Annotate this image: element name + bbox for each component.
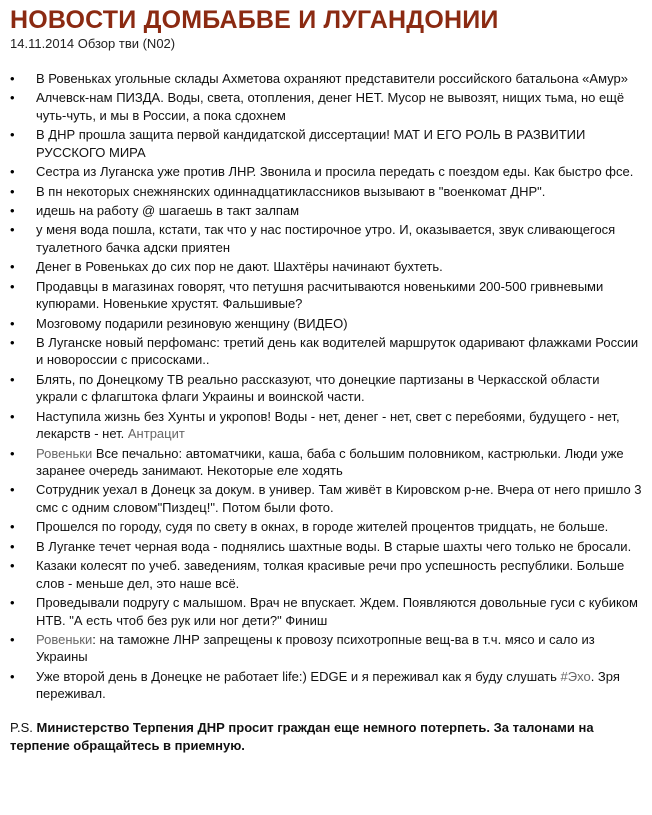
item-text: Проведывали подругу с малышом. Врач не впускает. Ждем. Появляются довольные гуси с кубиком НТВ. "А есть чтоб без рук или ног дети?" Финиш: [36, 595, 638, 628]
bullet-icon: •: [10, 315, 15, 331]
list-item: [10, 631, 642, 666]
list-item: [10, 371, 642, 406]
bullet-icon: •: [10, 371, 15, 387]
page-title: НОВОСТИ ДОМБАБВЕ И ЛУГАНДОНИИ: [10, 6, 499, 34]
item-text: Алчевск-нам ПИЗДА. Воды, света, отопления, денег НЕТ. Мусор не вывозят, нищих тьма, но ещё чуть-чуть, и мы в России, а пока сдохнем: [36, 90, 625, 123]
bullet-icon: •: [10, 631, 15, 647]
bullet-icon: •: [10, 183, 15, 199]
page-subtitle: 14.11.2014 Обзор тви (N02): [10, 36, 176, 51]
bullet-icon: •: [10, 222, 15, 238]
list-item: [10, 89, 642, 124]
item-text: Наступила жизнь без Хунты и укропов! Воды - нет, денег - нет, свет с перебоями, будущего - нет, лекарств - нет.: [36, 408, 620, 442]
list-item: [10, 163, 642, 181]
item-text: Казаки колесят по учеб. заведениям, толкая красивые речи про успешность республики. Больше слов - меньше дел, это наше всё.: [36, 558, 625, 591]
list-item: [10, 518, 642, 536]
item-text: Сестра из Луганска уже против ЛНР. Звонила и просила передать с поездом еды. Как быстро фсе.: [36, 164, 634, 180]
item-text: у меня вода пошла, кстати, так что у нас постирочное утро. И, оказывается, звук сливающегося туалетного бачка адски приятен: [36, 222, 616, 255]
bullet-icon: •: [10, 334, 15, 350]
item-text-tail: . Зря переживал.: [36, 668, 620, 702]
list-item: [10, 668, 642, 703]
item-text: Прошелся по городу, судя по свету в окнах, в городе жителей процентов тридцать, не больше.: [36, 519, 609, 535]
bullet-icon: •: [10, 278, 15, 294]
item-text: Сотрудник уехал в Донецк за докум. в универ. Там живёт в Кировском р-не. Вчера от него пришло 3 смс с одним словом"Пиздец!". Потом были фото.: [36, 482, 642, 515]
bullet-icon: •: [10, 202, 15, 218]
bullet-icon: •: [10, 595, 15, 611]
list-item: [10, 445, 642, 480]
ps-label: P.S.: [10, 719, 33, 735]
news-list: [10, 70, 642, 703]
list-item: [10, 538, 642, 556]
list-item: [10, 202, 642, 220]
ps-text: Министерство Терпения ДНР просит граждан еще немного потерпеть. За талонами на терпение обращайтесь в приемную.: [10, 719, 594, 753]
item-location-link[interactable]: Ровеньки: [36, 631, 93, 647]
item-location-link[interactable]: Ровеньки: [36, 445, 93, 461]
item-source-link[interactable]: Антрацит: [127, 426, 185, 442]
bullet-icon: •: [10, 482, 15, 498]
bullet-icon: •: [10, 90, 15, 106]
bullet-icon: •: [10, 668, 15, 684]
list-item: [10, 221, 642, 256]
list-item: [10, 315, 642, 333]
list-item: [10, 126, 642, 161]
list-item: [10, 278, 642, 313]
postscript: [10, 719, 642, 755]
item-text: В ДНР прошла защита первой кандидатской диссертации! МАТ И ЕГО РОЛЬ В РАЗВИТИИ РУССКОГО МИРА: [36, 127, 586, 160]
item-text: Уже второй день в Донецке не работает life:) EDGE и я переживал как я буду слушать: [36, 668, 557, 684]
bullet-icon: •: [10, 519, 15, 535]
item-text: : на таможне ЛНР запрещены к провозу психотропные вещ-ва в т.ч. мясо и сало из Украины: [36, 631, 595, 665]
list-item: [10, 70, 642, 88]
list-item: [10, 334, 642, 369]
bullet-icon: •: [10, 408, 15, 424]
item-text: Все печально: автоматчики, каша, баба с большим половником, кастрюльки. Люди уже заранее очередь занимают. Некоторые еле ходять: [36, 445, 624, 479]
item-text: В Ровеньках угольные склады Ахметова охраняют представители российского батальона «Амур»: [36, 71, 628, 86]
list-item: [10, 481, 642, 516]
list-item: [10, 557, 642, 592]
item-text: Продавцы в магазинах говорят, что петушня расчитываются новенькими 200-500 гривневыми купюрами. Новенькие хрустят. Фальшивые?: [36, 278, 604, 312]
item-text: Денег в Ровеньках до сих пор не дают. Шахтёры начинают бухтеть.: [36, 259, 443, 275]
list-item: [10, 258, 642, 276]
bullet-icon: •: [10, 558, 15, 574]
bullet-icon: •: [10, 164, 15, 180]
item-text: идешь на работу @ шагаешь в такт залпам: [36, 202, 300, 218]
bullet-icon: •: [10, 71, 15, 86]
bullet-icon: •: [10, 538, 15, 554]
item-text: В Луганске новый перфоманс: третий день как водителей маршруток одаривают флажками России и новороссии с присосками..: [36, 334, 639, 368]
bullet-icon: •: [10, 259, 15, 275]
item-text: Блять, по Донецкому ТВ реально рассказуют, что донецкие партизаны в Черкасской области украли с флагштока флаги Украины и воинской части.: [36, 371, 600, 405]
list-item: [10, 408, 642, 443]
list-item: [10, 183, 642, 201]
item-text: В пн некоторых снежнянских одиннадцатиклассников вызывают в "военкомат ДНР".: [36, 183, 546, 199]
list-item: [10, 594, 642, 629]
bullet-icon: •: [10, 445, 15, 461]
item-text: Мозговому подарили резиновую женщину (ВИДЕО): [36, 315, 348, 331]
item-text: В Луганке течет черная вода - поднялись шахтные воды. В старые шахты чего только не бросали.: [36, 538, 632, 554]
hashtag-link[interactable]: #Эхо: [560, 668, 591, 684]
bullet-icon: •: [10, 127, 15, 143]
